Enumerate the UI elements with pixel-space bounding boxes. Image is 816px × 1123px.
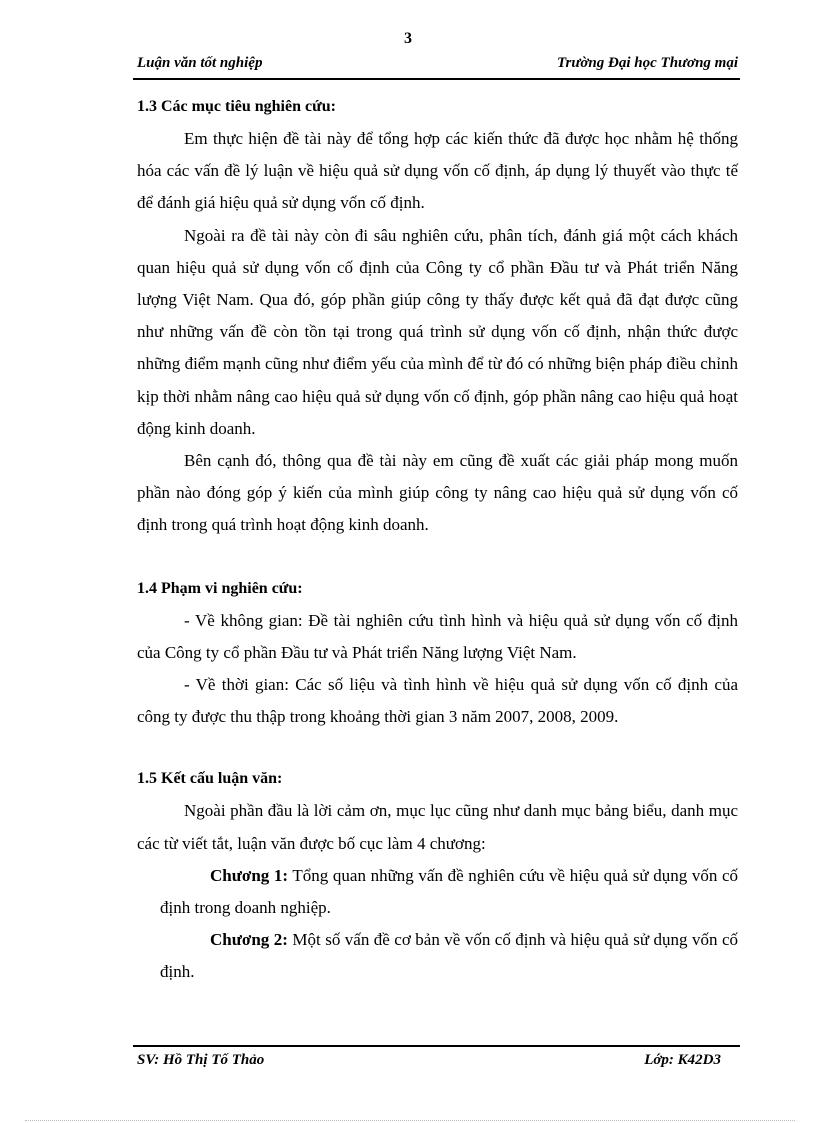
spacer: [137, 542, 738, 573]
page-bottom-dotted-border: [25, 1120, 795, 1121]
chapter-1-text: Tổng quan những vấn đề nghiên cứu về hiệu quả sử dụng vốn cố định trong doanh nghiệp.: [160, 865, 738, 918]
header-divider: [133, 78, 740, 80]
paragraph: - Về thời gian: Các số liệu và tình hình về hiệu quả sử dụng vốn cố định của công ty được thu thập trong khoảng thời gian 3 năm 2007, 2008, 2009.: [137, 675, 738, 727]
footer-divider: [133, 1045, 740, 1047]
footer-class-code: Lớp: K42D3: [644, 1052, 721, 1068]
document-body: [137, 91, 738, 989]
page-number: 3: [404, 30, 412, 47]
chapter-2-label: Chương 2:: [210, 930, 288, 950]
paragraph: Ngoài ra đề tài này còn đi sâu nghiên cứu, phân tích, đánh giá một cách khách quan hiệu quả sử dụng vốn cố định của Công ty cổ phần Đầu tư và Phát triển Năng lượng Việt Nam. Qua đó, góp phần giúp công ty thấy được kết quả đã đạt được cũng như những vấn đề còn tồn tại trong quá trình sử dụng vốn cố định, nhận thức được những điểm mạnh cũng như điểm yếu của mình để từ đó có những biện pháp điều chỉnh kịp thời nhằm nâng cao hiệu quả sử dụng vốn cố định, góp phần nâng cao hiệu quả hoạt động kinh doanh.: [137, 225, 738, 438]
paragraph: - Về không gian: Đề tài nghiên cứu tình hình và hiệu quả sử dụng vốn cố định của Công ty cổ phần Đầu tư và Phát triển Năng lượng Việt Nam.: [137, 610, 738, 662]
paragraph: Em thực hiện đề tài này để tổng hợp các kiến thức đã được học nhằm hệ thống hóa các vấn đề lý luận về hiệu quả sử dụng vốn cố định, áp dụng lý thuyết vào thực tế để đánh giá hiệu quả sử dụng vốn cố định.: [137, 129, 738, 213]
chapter-1-label: Chương 1:: [210, 865, 289, 885]
section-heading-1-5: 1.5 Kết cấu luận văn:: [137, 770, 283, 788]
footer-student-name: SV: Hồ Thị Tố Thảo: [137, 1052, 265, 1068]
chapter-2-entry: [160, 924, 738, 988]
chapter-2-text: Một số vấn đề cơ bản về vốn cố định và hiệu quả sử dụng vốn cố định.: [160, 930, 738, 982]
spacer: [137, 733, 738, 763]
section-heading-1-3: 1.3 Các mục tiêu nghiên cứu:: [137, 98, 336, 115]
header-thesis-label: Luận văn tốt nghiệp: [137, 55, 263, 71]
section-heading-1-4: 1.4 Phạm vi nghiên cứu:: [137, 579, 303, 597]
chapter-1-entry: [160, 860, 738, 924]
header-university-name: Trường Đại học Thương mại: [556, 55, 738, 71]
paragraph: Bên cạnh đó, thông qua đề tài này em cũng đề xuất các giải pháp mong muốn phần nào đóng góp ý kiến của mình giúp công ty nâng cao hiệu quả sử dụng vốn cố định trong quá trình hoạt động kinh doanh.: [137, 451, 738, 535]
paragraph: Ngoài phần đầu là lời cảm ơn, mục lục cũng như danh mục bảng biểu, danh mục các từ viết tắt, luận văn được bố cục làm 4 chương:: [137, 801, 738, 853]
